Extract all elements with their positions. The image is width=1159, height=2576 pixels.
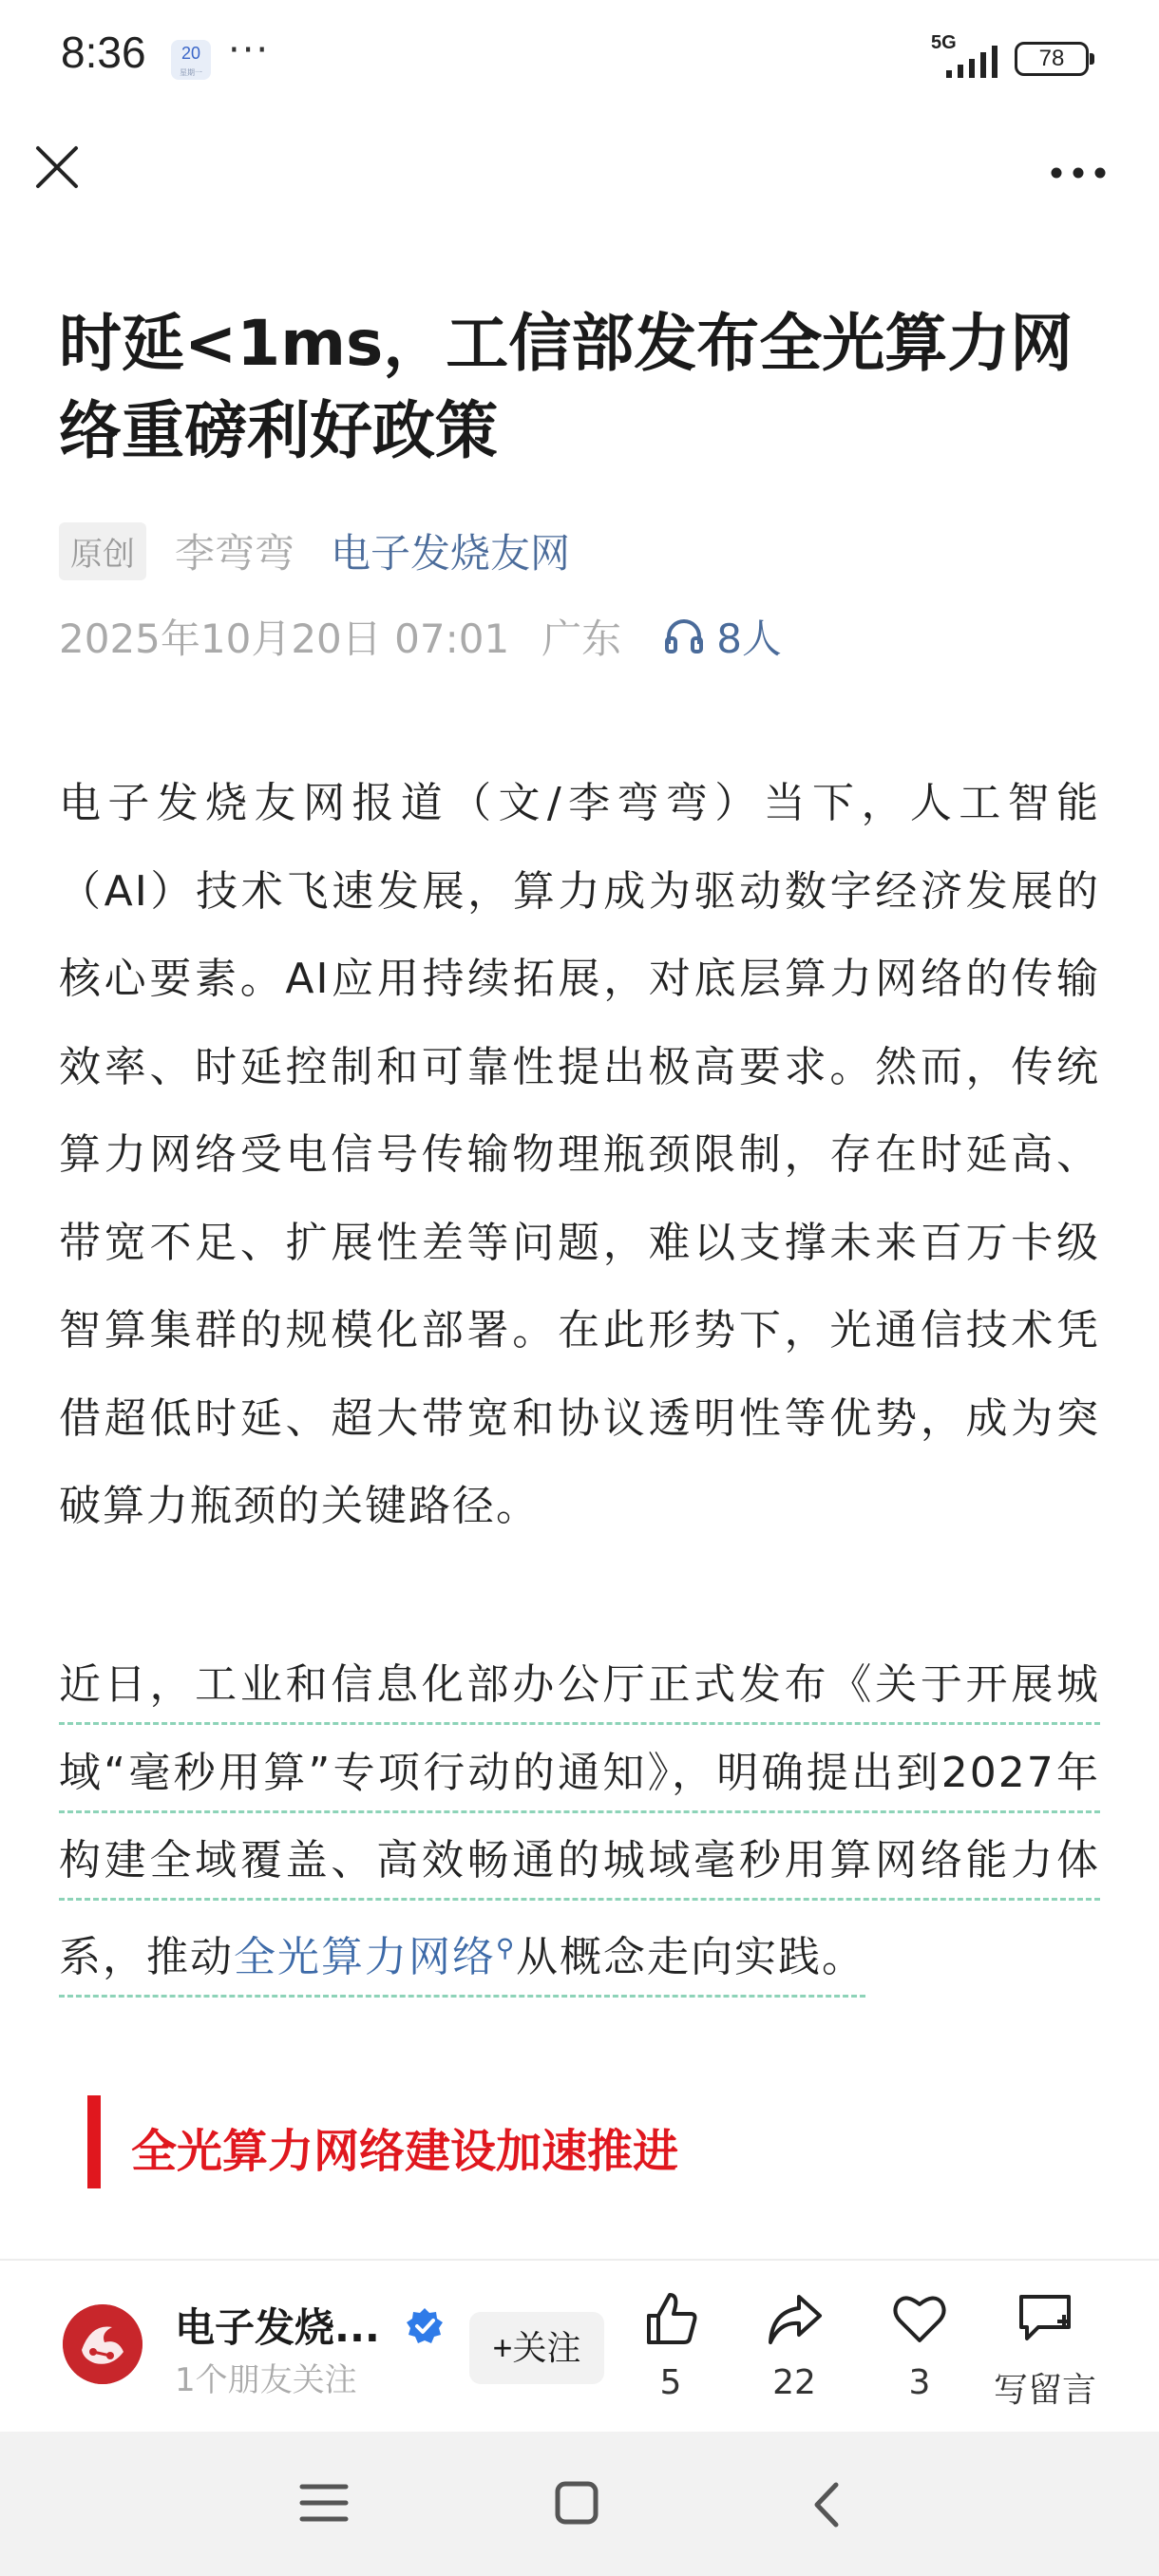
source-link[interactable]: 电子发烧友网 (331, 530, 571, 577)
status-overflow: ··· (228, 28, 271, 72)
signal-icon (946, 46, 1013, 78)
calendar-notification-icon (171, 40, 211, 80)
keyword-link-text: 全光算力网络 (234, 1933, 496, 1982)
thumbs-up-icon (641, 2289, 700, 2348)
recent-apps-icon[interactable] (298, 2479, 350, 2527)
article-paragraph-2 (59, 1641, 1100, 2002)
article-title: 时延<1ms，工信部发布全光算力网络重磅利好政策 (59, 307, 1074, 467)
account-logo-icon (63, 2304, 142, 2384)
headphones-icon (663, 616, 705, 657)
search-mini-icon: ⚲ (496, 1934, 517, 1963)
share-icon (765, 2289, 824, 2348)
favorite-count: 3 (908, 2363, 931, 2402)
more-dots-icon[interactable] (1045, 152, 1112, 190)
paragraph-2-text: 近日，工业和信息化部办公厅正式发布《关于开展城域“毫秒用算”专项行动的通知》，明确提出到2027年构建全域覆盖、高效畅通的城域毫秒用算网络能力体系，推动 (59, 1660, 1100, 1982)
write-comment-button[interactable] (988, 2289, 1102, 2412)
listener-count: 8人 (716, 616, 782, 662)
article-meta (59, 522, 570, 579)
article-date-row (59, 608, 782, 665)
like-button[interactable] (614, 2289, 728, 2402)
close-icon[interactable] (30, 141, 84, 194)
account-avatar[interactable] (63, 2304, 142, 2384)
friends-following: 1个朋友关注 (175, 2361, 357, 2399)
article-paragraph-1: 电子发烧友网报道（文/李弯弯）当下，人工智能（AI）技术飞速发展，算力成为驱动数字经济发展的核心要素。AI应用持续拓展，对底层算力网络的传输效率、时延控制和可靠性提出极高要求。然而，传统算力网络受电信号传输物理瓶颈限制，存在时延高、带宽不足、扩展性差等问题，难以支撑未来百万卡级智算集群的规模化部署。在此形势下，光通信技术凭借超低时延、超大带宽和协议透明性等优势，成为突破算力瓶颈的关键路径。 (59, 779, 1100, 1530)
system-nav-bar (0, 2432, 1159, 2576)
verified-badge-icon (405, 2306, 445, 2346)
publish-location: 广东 (542, 616, 622, 662)
author-name[interactable]: 李弯弯 (175, 530, 295, 577)
keyword-link[interactable] (234, 1933, 516, 1981)
original-tag: 原创 (59, 522, 146, 580)
favorite-button[interactable] (863, 2289, 977, 2402)
notif-sub: 星期一 (180, 68, 202, 77)
status-bar (0, 0, 1159, 114)
account-name[interactable]: 电子发烧... (175, 2304, 380, 2351)
bottom-action-bar (0, 2259, 1159, 2432)
heart-icon (890, 2289, 949, 2348)
notif-badge: 20 (180, 44, 201, 63)
home-icon[interactable] (553, 2479, 600, 2527)
back-icon[interactable] (808, 2479, 846, 2530)
network-type: 5G (931, 32, 957, 53)
publish-date: 2025年10月20日 07:01 (59, 616, 510, 662)
follow-button[interactable]: +关注 (469, 2312, 604, 2384)
paragraph-2-tail: 从概念走向实践。 (516, 1933, 866, 1982)
section-accent-bar (87, 2095, 101, 2188)
write-comment-label: 写留言 (993, 2371, 1096, 2410)
share-count: 22 (772, 2363, 816, 2402)
like-count: 5 (659, 2363, 682, 2402)
battery-indicator: 78 (1015, 42, 1089, 76)
listen-button[interactable] (663, 608, 782, 665)
comment-add-icon (1016, 2289, 1074, 2348)
section-title: 全光算力网络建设加速推进 (131, 2125, 679, 2178)
share-button[interactable] (737, 2289, 851, 2402)
status-time: 8:36 (61, 28, 146, 77)
